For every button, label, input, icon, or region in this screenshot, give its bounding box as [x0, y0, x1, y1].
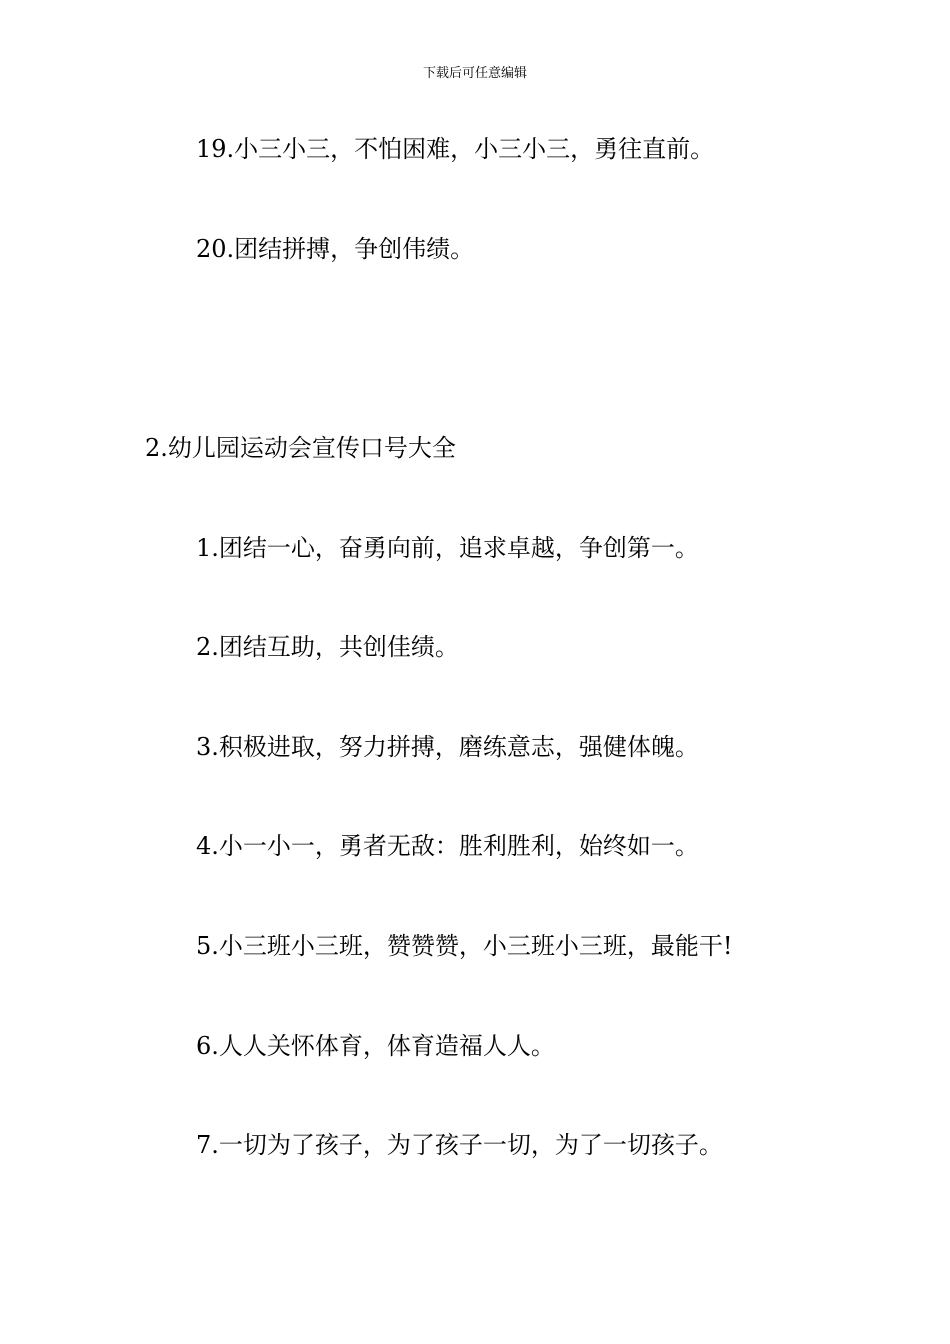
list-item: 7.一切为了孩子，为了孩子一切，为了一切孩子。 — [196, 1131, 723, 1159]
list-item: 5.小三班小三班，赞赞赞，小三班小三班，最能干! — [196, 932, 733, 960]
list-item: 2.团结互助，共创佳绩。 — [196, 633, 459, 661]
list-item: 4.小一小一，勇者无敌：胜利胜利，始终如一。 — [196, 832, 699, 860]
list-item: 20.团结拼搏，争创伟绩。 — [196, 235, 475, 263]
list-item: 1.团结一心，奋勇向前，追求卓越，争创第一。 — [196, 534, 699, 562]
list-item: 19.小三小三，不怕困难，小三小三，勇往直前。 — [196, 135, 715, 163]
section-title: 2.幼儿园运动会宣传口号大全 — [145, 434, 456, 462]
page-header: 下载后可任意编辑 — [422, 66, 527, 81]
list-item: 6.人人关怀体育，体育造福人人。 — [196, 1032, 555, 1060]
list-item: 3.积极进取，努力拼搏，磨练意志，强健体魄。 — [196, 733, 699, 761]
